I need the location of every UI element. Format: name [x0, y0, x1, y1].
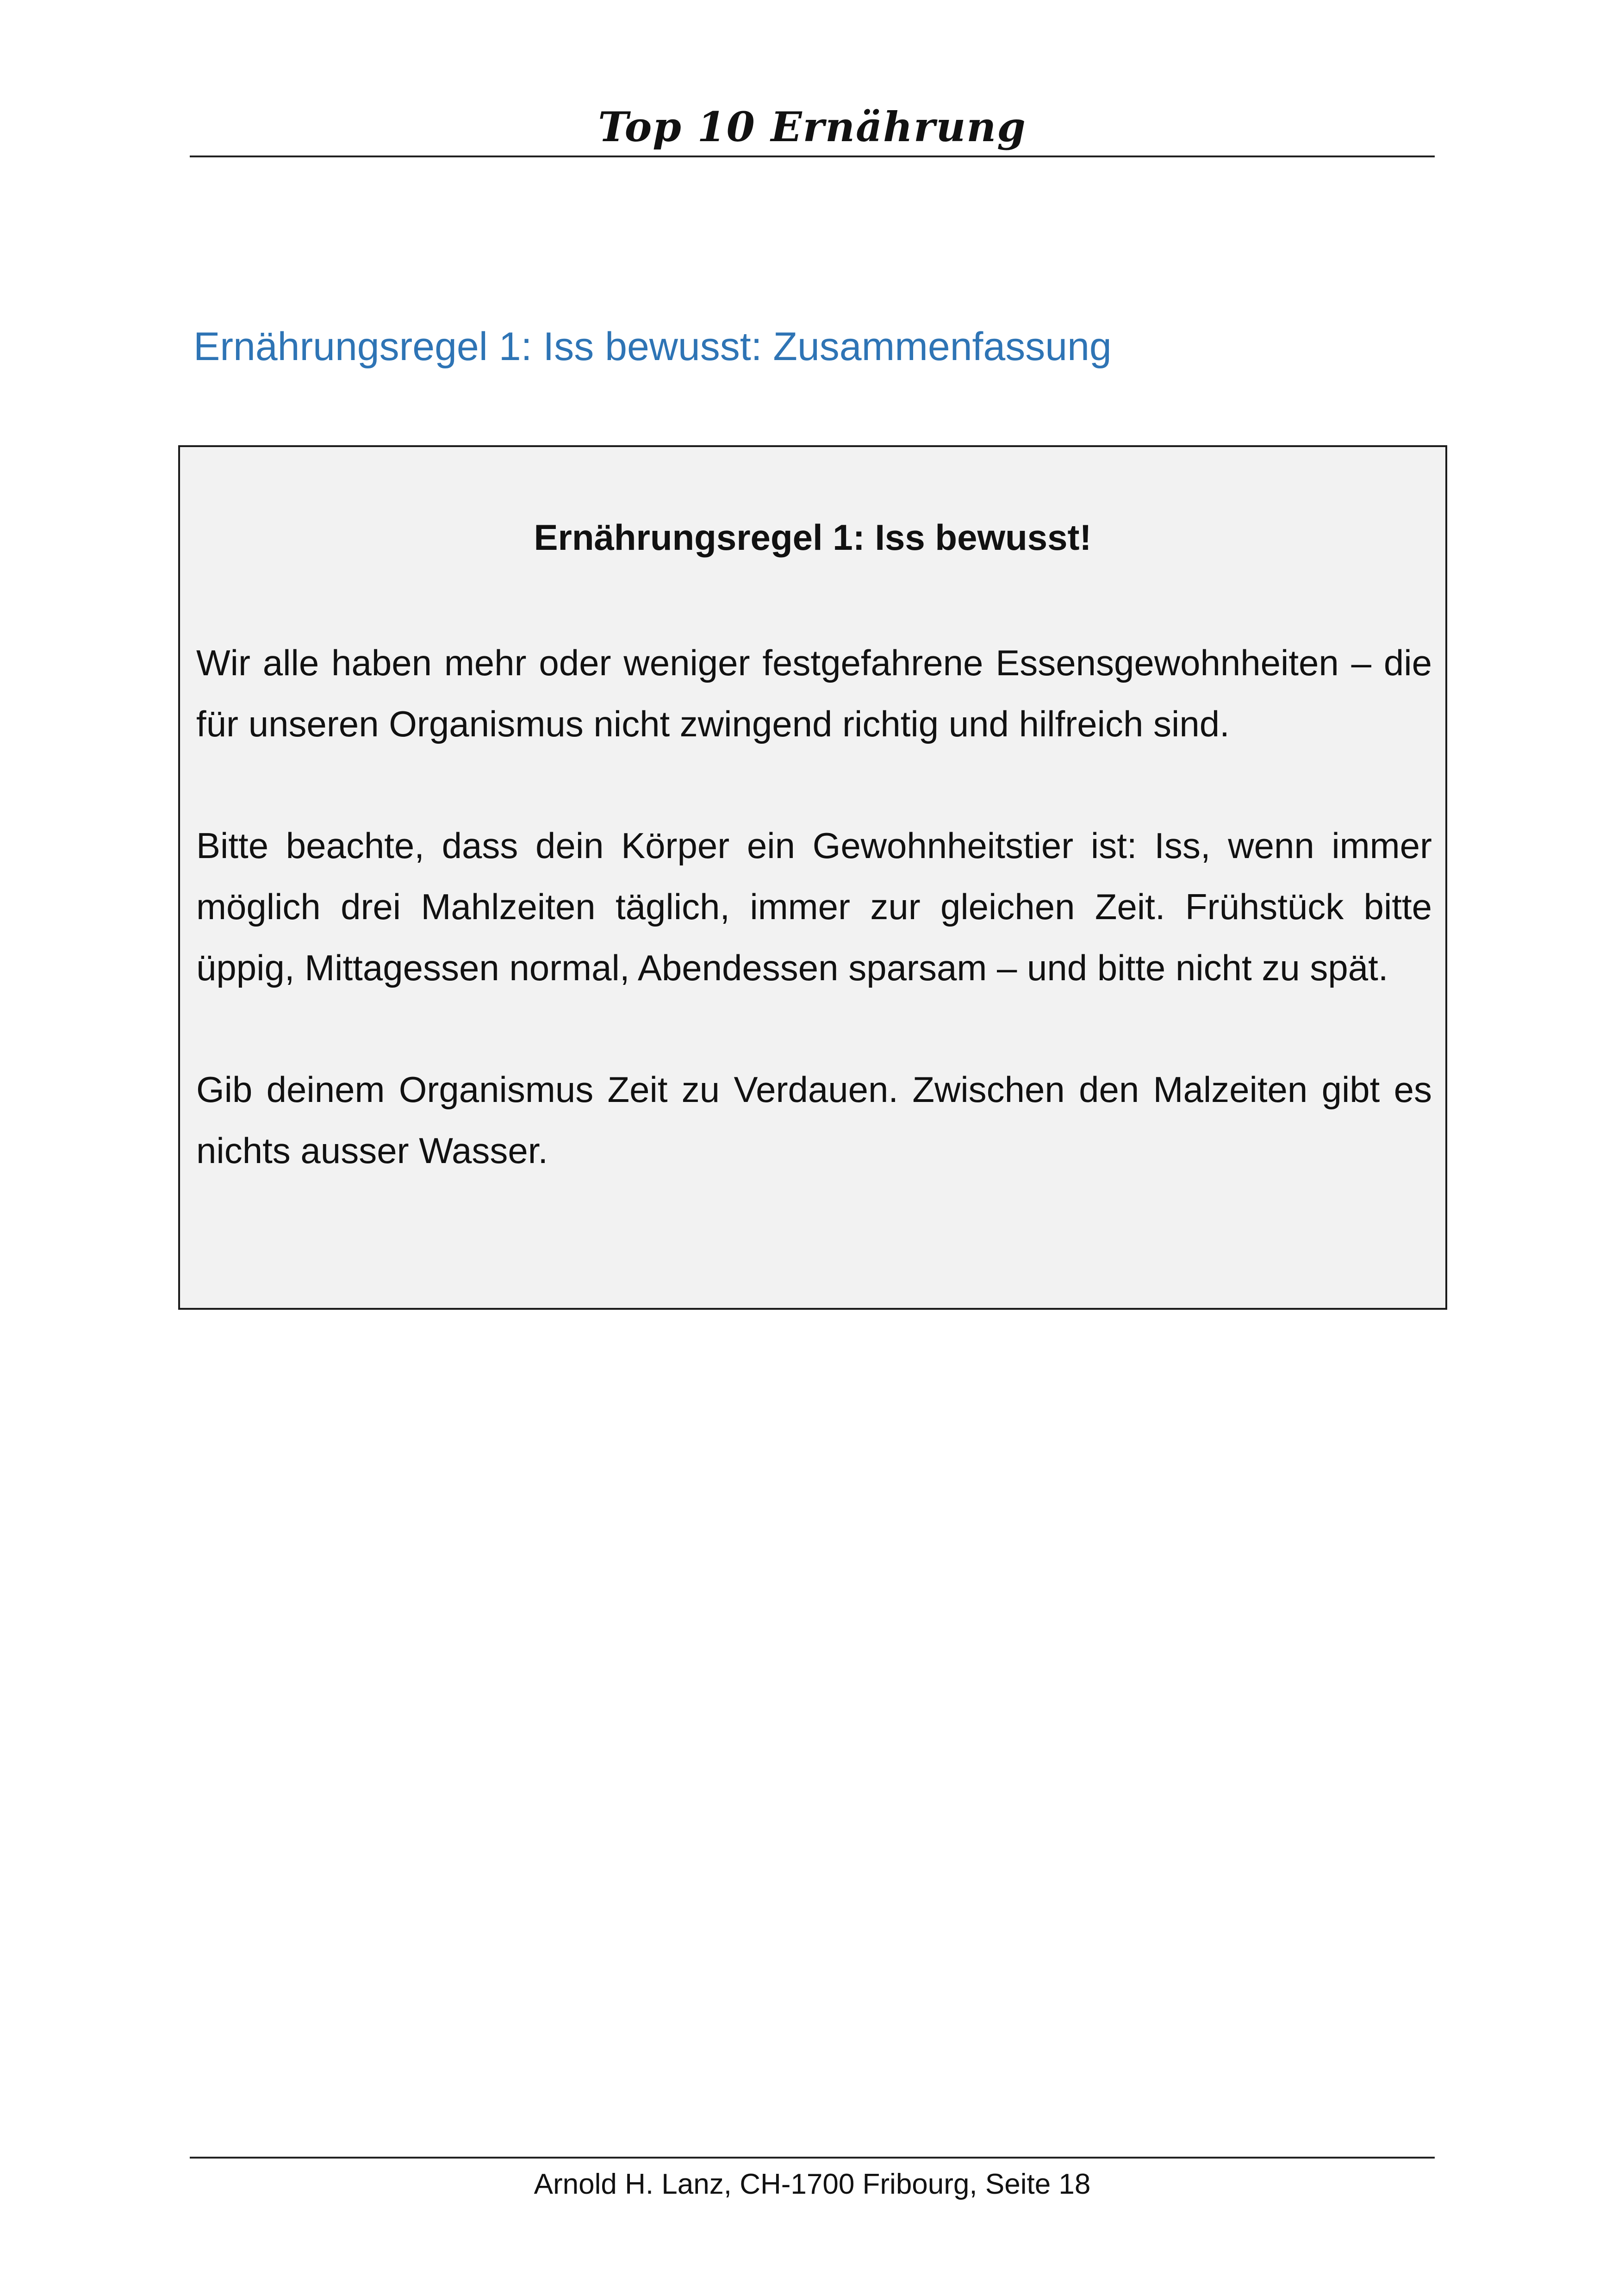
header-title: Top 10 Ernährung: [598, 103, 1027, 151]
box-paragraph-2: Bitte beachte, dass dein Körper ein Gewohnheitstier ist: Iss, wenn immer möglich drei Mahlzeiten täglich, immer zur gleichen Zeit. Frühstück bitte üppig, Mittagessen normal, Abendessen sparsam – und bitte nicht zu spät.: [196, 825, 1432, 988]
section-heading: Ernährungsregel 1: Iss bewusst: Zusammenfassung: [193, 324, 1112, 369]
box-title: Ernährungsregel 1: Iss bewusst!: [534, 517, 1092, 558]
summary-box: [178, 445, 1447, 1310]
footer-text: Arnold H. Lanz, CH-1700 Fribourg, Seite 18: [534, 2168, 1091, 2200]
page-footer: [190, 2157, 1435, 2201]
box-paragraph-3: Gib deinem Organismus Zeit zu Verdauen. Zwischen den Malzeiten gibt es nichts ausser Wasser.: [196, 1069, 1432, 1171]
box-paragraph-1: Wir alle haben mehr oder weniger festgefahrene Essensgewohnheiten – die für unseren Organismus nicht zwingend richtig und hilfreich sind.: [196, 642, 1432, 744]
page-header: [190, 93, 1435, 157]
